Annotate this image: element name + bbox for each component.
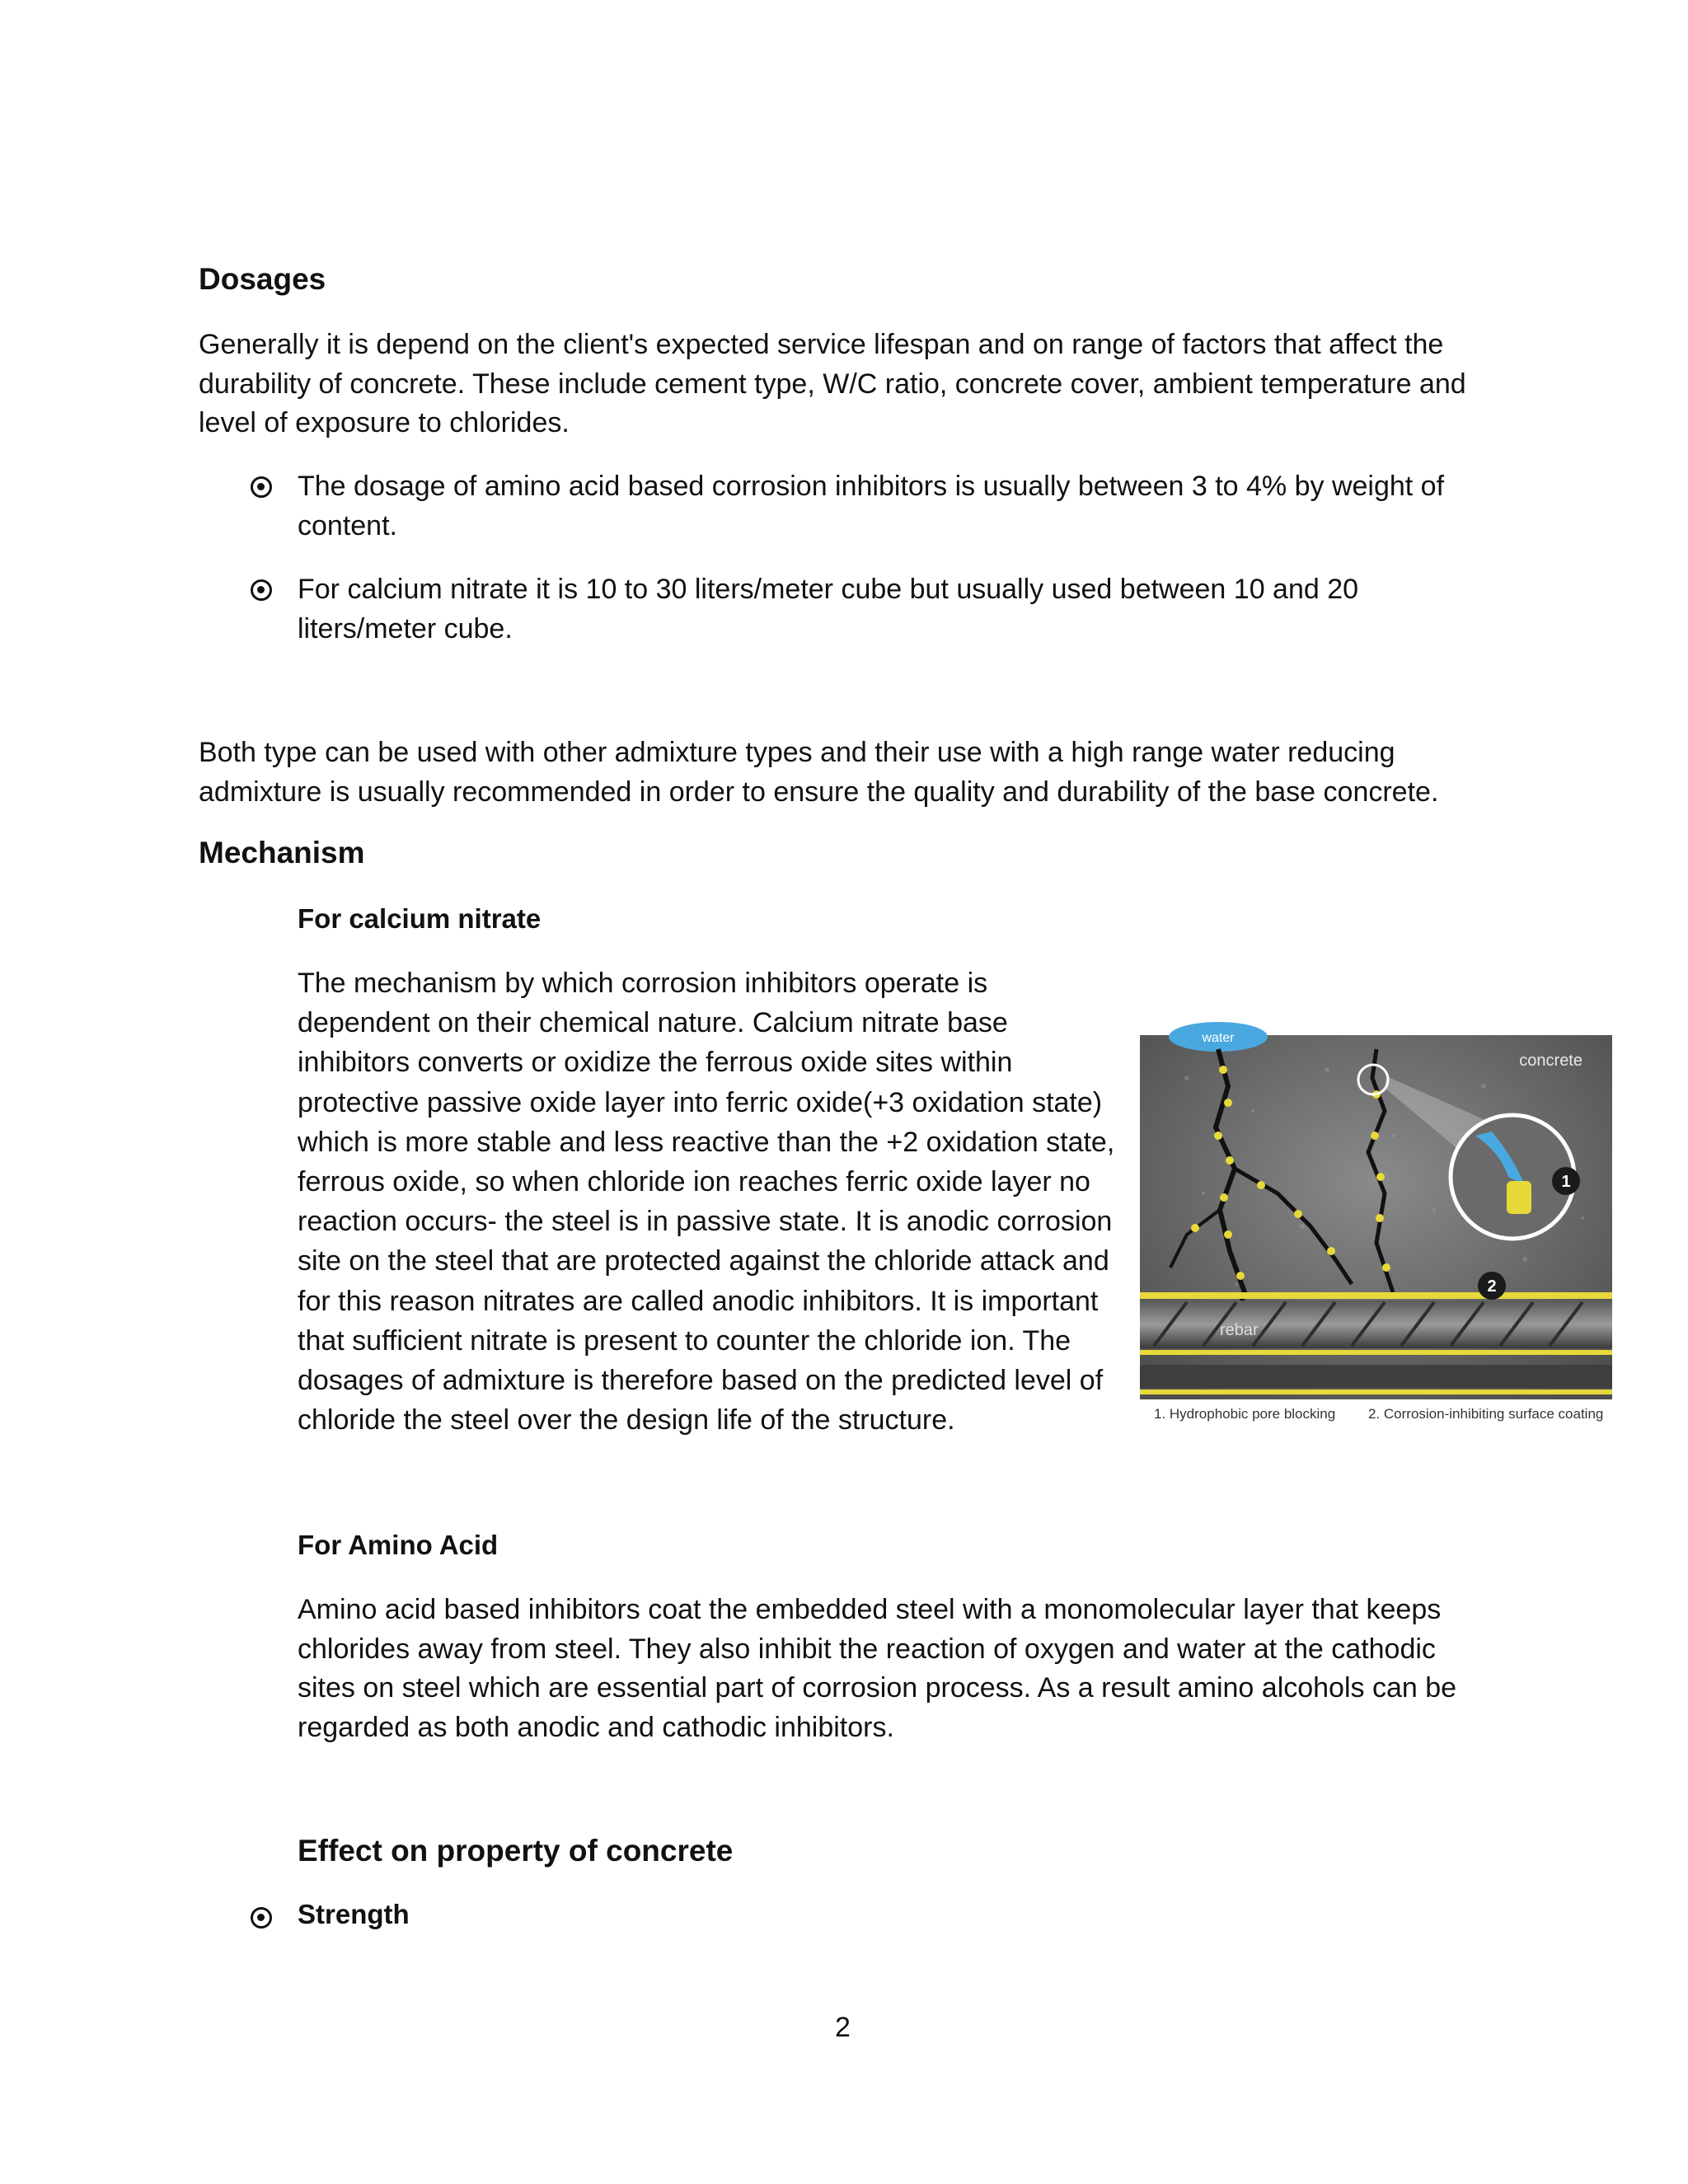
- figure-caption-2: 2. Corrosion-inhibiting surface coating: [1368, 1406, 1604, 1422]
- bullet-icon: [251, 1907, 272, 1929]
- nitrate-heading: For calcium nitrate: [298, 903, 542, 934]
- text-line: dosages of admixture is therefore based on the predicted level of: [298, 1365, 1104, 1397]
- amino-heading: For Amino Acid: [298, 1530, 499, 1560]
- text-line: ferrous oxide, so when chloride ion reaches ferric oxide layer no: [298, 1166, 1090, 1198]
- rebar-label: rebar: [1220, 1321, 1259, 1339]
- text-line: content.: [298, 509, 397, 541]
- water-label: water: [1202, 1031, 1235, 1045]
- text-line: that sufficient nitrate is present to counter the chloride ion. The: [298, 1324, 1071, 1357]
- coating-layer: [1140, 1292, 1612, 1299]
- mechanism-heading: Mechanism: [199, 836, 365, 869]
- effect-bullet-strength: Strength: [298, 1899, 410, 1929]
- amino-paragraph: [298, 1591, 1534, 1747]
- rebar: [1140, 1301, 1612, 1348]
- text-line: liters/meter cube.: [298, 612, 513, 644]
- text-line: reaction occurs- the steel is in passive state. It is anodic corrosion: [298, 1206, 1113, 1238]
- dosages-heading: Dosages: [199, 262, 326, 296]
- figure-caption-1: 1. Hydrophobic pore blocking: [1154, 1406, 1336, 1422]
- text-line: sites on steel which are essential part of corrosion process. As a result amino alcohols can be: [298, 1672, 1457, 1704]
- text-line: The dosage of amino acid based corrosion inhibitors is usually between 3 to 4% by weight of: [298, 471, 1445, 502]
- text-line: durability of concrete. These include cement type, W/C ratio, concrete cover, ambient temperature and: [199, 368, 1466, 400]
- bullet-icon: [251, 579, 272, 601]
- text-line: Generally it is depend on the client's expected service lifespan and on range of factors that affect the: [199, 329, 1444, 360]
- corrosion-figure: [1137, 1012, 1615, 1432]
- dosage-bullet-nitrate: [298, 570, 1534, 649]
- coating-layer: [1140, 1390, 1612, 1394]
- text-line: For calcium nitrate it is 10 to 30 liters/meter cube but usually used between 10 and 20: [298, 574, 1359, 605]
- concrete-label: concrete: [1519, 1052, 1582, 1070]
- text-line: level of exposure to chlorides.: [199, 407, 570, 438]
- text-line: regarded as both anodic and cathodic inhibitors.: [298, 1711, 894, 1743]
- page-number: 2: [835, 2012, 851, 2043]
- marker-1-label: 1: [1561, 1173, 1571, 1191]
- effect-heading: Effect on property of concrete: [298, 1834, 734, 1868]
- lower-rebar: [1140, 1365, 1612, 1388]
- text-line: site on the steel that are protected against the chloride attack and: [298, 1245, 1109, 1277]
- text-line: The mechanism by which corrosion inhibitors operate is: [298, 968, 988, 999]
- dosages-closing: [199, 733, 1534, 812]
- nitrate-paragraph: [298, 963, 1122, 1440]
- text-line: inhibitors converts or oxidize the ferrous oxide sites within: [298, 1047, 1013, 1079]
- text-line: dependent on their chemical nature. Calcium nitrate base: [298, 1007, 1008, 1039]
- bullet-icon: [251, 476, 272, 498]
- text-line: which is more stable and less reactive than the +2 oxidation state,: [298, 1126, 1115, 1158]
- coating-layer: [1140, 1350, 1612, 1355]
- text-line: for this reason nitrates are called anodic inhibitors. It is important: [298, 1285, 1099, 1317]
- text-line: chlorides away from steel. They also inhibit the reaction of oxygen and water at the cathodic: [298, 1633, 1436, 1665]
- marker-2-label: 2: [1487, 1277, 1497, 1296]
- corrosion-illustration: [1137, 1012, 1615, 1432]
- text-line: Both type can be used with other admixture types and their use with a high range water reducing: [199, 737, 1395, 768]
- text-line: Amino acid based inhibitors coat the embedded steel with a monomolecular layer that keeps: [298, 1594, 1442, 1625]
- pore-block: [1507, 1181, 1531, 1214]
- text-line: chloride the steel over the design life of the structure.: [298, 1404, 955, 1436]
- text-line: admixture is usually recommended in order to ensure the quality and durability of the base concrete.: [199, 776, 1439, 808]
- dosages-intro: [199, 326, 1534, 443]
- text-line: protective passive oxide layer into ferric oxide(+3 oxidation state): [298, 1086, 1103, 1118]
- dosage-bullet-amino: [298, 467, 1534, 546]
